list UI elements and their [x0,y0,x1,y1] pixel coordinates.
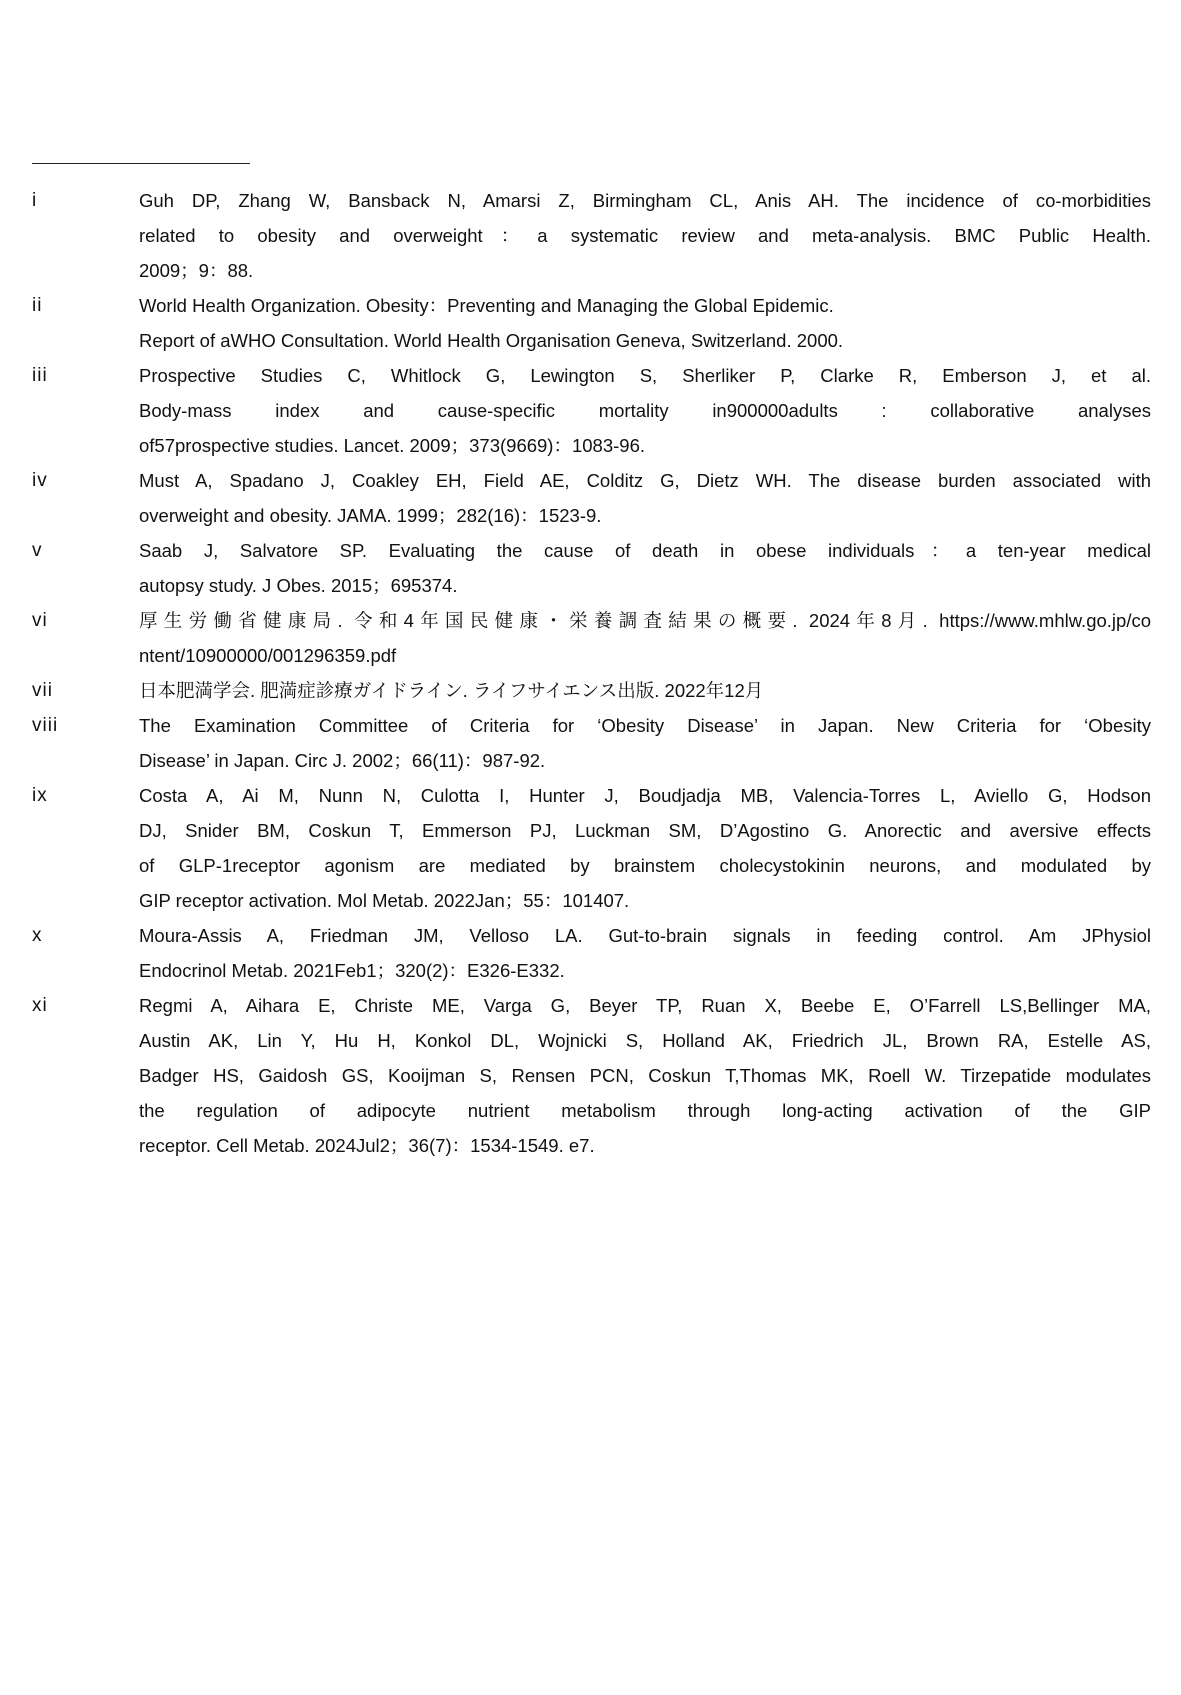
reference-text [139,778,1151,918]
reference-line: the regulation of adipocyte nutrient metabolism through long-acting activation of the GIP [139,1100,1151,1121]
reference-line: Guh DP, Zhang W, Bansback N, Amarsi Z, Birmingham CL, Anis AH. The incidence of co-morbidities [139,190,1151,211]
reference-entry [0,533,1181,603]
reference-line: Saab J, Salvatore SP. Evaluating the cause of death in obese individuals：a ten-year medical [139,540,1151,561]
reference-line: Report of aWHO Consultation. World Health Organisation Geneva, Switzerland. 2000. [139,330,844,351]
reference-entry [0,288,1181,358]
reference-entry [0,183,1181,288]
reference-line: Costa A, Ai M, Nunn N, Culotta I, Hunter J, Boudjadja MB, Valencia-Torres L, Aviello G, Hodson [139,785,1151,806]
reference-number: ix [32,785,48,806]
reference-text [139,708,1151,778]
reference-text [139,183,1151,288]
reference-line: overweight and obesity. JAMA. 1999；282(16)：1523-9. [139,505,602,526]
reference-line: Regmi A, Aihara E, Christe ME, Varga G, Beyer TP, Ruan X, Beebe E, O’Farrell LS,Bellinger MA, [139,995,1151,1016]
reference-line: Endocrinol Metab. 2021Feb1；320(2)：E326-E332. [139,960,565,981]
reference-line: DJ, Snider BM, Coskun T, Emmerson PJ, Luckman SM, D’Agostino G. Anorectic and aversive effects [139,820,1151,841]
reference-number: ii [32,295,43,316]
reference-text [139,288,1151,358]
reference-line: ntent/10900000/001296359.pdf [139,645,397,666]
reference-entry [0,778,1181,918]
reference-entry [0,708,1181,778]
reference-line: GIP receptor activation. Mol Metab. 2022Jan；55：101407. [139,890,630,911]
reference-text [139,988,1151,1163]
reference-line: Disease’ in Japan. Circ J. 2002；66(11)：987-92. [139,750,546,771]
reference-text [139,533,1151,603]
reference-text [139,603,1151,673]
reference-line: receptor. Cell Metab. 2024Jul2；36(7)：1534-1549. e7. [139,1135,595,1156]
reference-line: Moura-Assis A, Friedman JM, Velloso LA. Gut-to-brain signals in feeding control. Am JPhysiol [139,925,1151,946]
reference-list [0,183,1181,1163]
reference-number: i [32,190,38,211]
reference-line: The Examination Committee of Criteria for ‘Obesity Disease’ in Japan. New Criteria for ‘Obesity [139,715,1151,736]
reference-number: iii [32,365,48,386]
reference-line: of GLP-1receptor agonism are mediated by brainstem cholecystokinin neurons, and modulated by [139,855,1151,876]
footnote-separator-rule [32,163,250,164]
reference-number: iv [32,470,48,491]
reference-line: Must A, Spadano J, Coakley EH, Field AE, Colditz G, Dietz WH. The disease burden associated with [139,470,1151,491]
reference-number: vii [32,680,53,701]
reference-number: x [32,925,43,946]
reference-text [139,673,1151,708]
reference-number: viii [32,715,59,736]
reference-number: vi [32,610,48,631]
reference-line: autopsy study. J Obes. 2015；695374. [139,575,458,596]
reference-line: Body-mass index and cause-specific mortality in900000adults : collaborative analyses [139,400,1151,421]
reference-entry [0,918,1181,988]
reference-line: Badger HS, Gaidosh GS, Kooijman S, Rensen PCN, Coskun T,Thomas MK, Roell W. Tirzepatide modulates [139,1065,1151,1086]
reference-line: related to obesity and overweight：a systematic review and meta-analysis. BMC Public Health. [139,225,1151,246]
reference-line: 厚生労働省健康局. 令和4年国民健康・栄養調査結果の概要. 2024年8月. https://www.mhlw.go.jp/co [139,610,1151,631]
reference-text [139,463,1151,533]
reference-entry [0,603,1181,673]
reference-line: 日本肥満学会. 肥満症診療ガイドライン. ライフサイエンス出版. 2022年12月 [139,680,764,701]
reference-entry [0,673,1181,708]
reference-line: 2009；9：88. [139,260,254,281]
reference-text [139,358,1151,463]
reference-text [139,918,1151,988]
reference-line: of57prospective studies. Lancet. 2009；373(9669)：1083-96. [139,435,646,456]
reference-number: v [32,540,43,561]
reference-entry [0,463,1181,533]
reference-number: xi [32,995,48,1016]
reference-line: World Health Organization. Obesity：Preventing and Managing the Global Epidemic. [139,295,834,316]
reference-entry [0,988,1181,1163]
reference-line: Prospective Studies C, Whitlock G, Lewington S, Sherliker P, Clarke R, Emberson J, et al. [139,365,1151,386]
reference-line: Austin AK, Lin Y, Hu H, Konkol DL, Wojnicki S, Holland AK, Friedrich JL, Brown RA, Estelle AS, [139,1030,1151,1051]
reference-entry [0,358,1181,463]
